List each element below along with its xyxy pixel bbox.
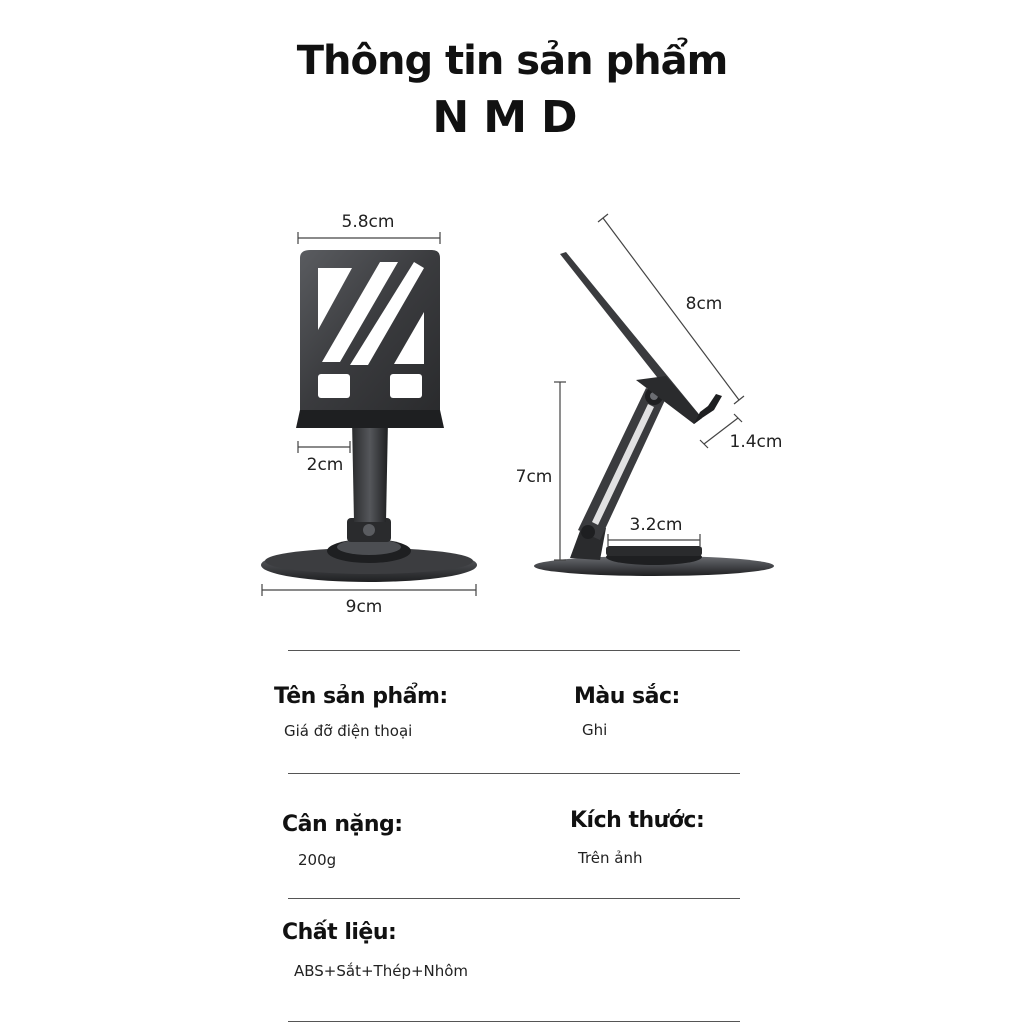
spec-name-value: Giá đỡ điện thoại xyxy=(284,722,413,740)
brand-logo: NMD xyxy=(432,92,592,143)
divider xyxy=(288,1021,740,1022)
front-neck xyxy=(352,420,388,522)
side-lip xyxy=(694,394,722,424)
page-title: Thông tin sản phẩm xyxy=(296,38,728,84)
dim-top-width: 5.8cm xyxy=(341,212,395,232)
spec-size-value: Trên ảnh xyxy=(578,849,643,867)
spec-weight-label: Cân nặng: xyxy=(282,812,403,837)
dim-height: 7cm xyxy=(515,467,553,487)
spec-color-label: Màu sắc: xyxy=(574,684,680,709)
divider xyxy=(288,650,740,651)
spec-color-value: Ghi xyxy=(582,721,608,739)
divider xyxy=(288,773,740,774)
divider xyxy=(288,898,740,899)
dim-base-diameter: 9cm xyxy=(345,597,383,617)
spec-size-label: Kích thước: xyxy=(570,808,705,833)
dim-plate-length: 8cm xyxy=(685,294,723,314)
front-view xyxy=(261,250,477,582)
dim-lip-depth: 1.4cm xyxy=(729,432,783,452)
dim-hinge-width: 3.2cm xyxy=(629,515,683,535)
spec-weight-value: 200g xyxy=(298,851,337,869)
spec-material-value: ABS+Sắt+Thép+Nhôm xyxy=(294,962,469,980)
spec-material-label: Chất liệu: xyxy=(282,920,397,945)
dim-neck-width: 2cm xyxy=(306,455,344,475)
front-lip xyxy=(296,410,444,428)
spec-name-label: Tên sản phẩm: xyxy=(274,684,448,709)
